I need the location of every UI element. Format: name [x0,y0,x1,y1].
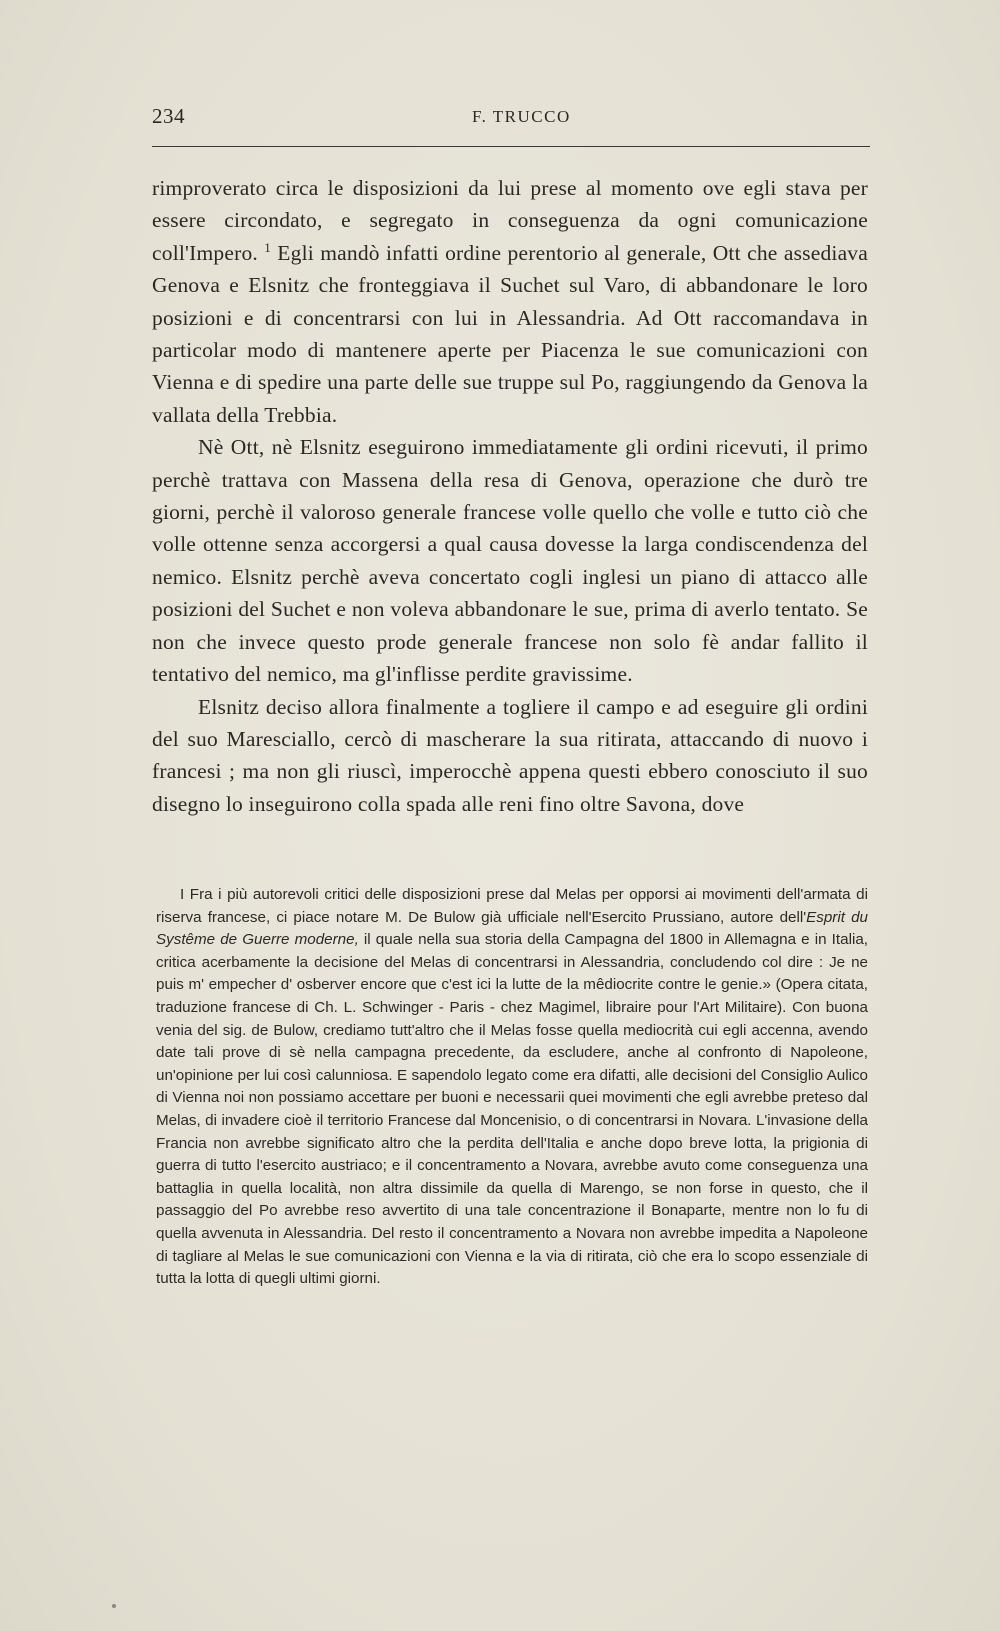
page-header [152,104,868,134]
paper-speck [112,1604,116,1608]
footnote-reference: 1 [264,239,271,255]
paragraph-1-text-b: Egli mandò infatti ordine perentorio al generale, Ott che assediava Genova e Elsnitz che fronteggiava il Suchet sul Varo, di abbandonare le loro posizioni e di concentrarsi con lui in Alessandria. Ad Ott raccomandava in particolar modo di mantenere aperte per Piacenza le sue comunicazioni con Vienna e di spedire una parte delle sue truppe sul Po, raggiungendo da Genova la vallata della Trebbia. [152,240,869,427]
header-rule [152,146,870,147]
paragraph-1-text-a: rimproverato circa le disposizioni da lui prese al momento ove egli stava per essere circondato, e segregato in conseguenza da ogni comunicazione coll'Impero. [152,176,868,265]
footnote [156,884,868,1291]
page-number: 234 [152,104,185,128]
footnote-cited-title: Esprit du Systême de Guerre moderne, [156,908,868,949]
paragraph-3: Elsnitz deciso allora finalmente a togliere il campo e ad eseguire gli ordini del suo Maresciallo, cercò di mascherare la sua ritirata, attaccando di nuovo i francesi ; ma non gli riuscì, imperocchè appena questi ebbero conosciuto il suo disegno lo inseguirono colla spada alle reni fino oltre Savona, dove [152,694,868,816]
footnote-text-b: il quale nella sua storia della Campagna del 1800 in Allemagna e in Italia, critica acerbamente la decisione del Melas di concentrarsi in Alessandria, concludendo col dire : Je ne puis m' empecher d' osberver encore que c'est ici la lutte de la mêdiocrite contre le genie.» (Opera citata, traduzione francese di Ch. L. Schwinger - Paris - chez Magimel, libraire pour l'Art Militaire). Con buona venia del sig. de Bulow, crediamo tutt'altro che il Melas fosse quella mediocrità cui egli accenna, avendo date tali prove di sè nella campagna precedente, da escludere, anche al confronto di Napoleone, un'opinione per lui così calunniosa. E sapendolo legato come era difatti, alle decisioni del Consiglio Aulico di Vienna noi non possiamo accettare per buoni e necessarii quei movimenti che egli avrebbe preteso dal Melas, di invadere cioè il territorio Francese dal Moncenisio, o di concentrarsi in Novara. L'invasione della Francia non avrebbe significato altro che la perdita dell'Italia e anche dopo breve lotta, la prigionia di guerra di tutto l'esercito austriaco; e il concentramento a Novara, avrebbe avuto come conseguenza una battaglia in quella località, non altra dissimile da quella di Marengo, se non forse in questo, che il passaggio del Po avrebbe reso avvertito di una tale concentrazione il Bonaparte, mentre non lo fu di quella avvenuta in Alessandria. Del resto il concentramento a Novara non avrebbe impedita a Napoleone di tagliare al Melas le sue comunicazioni con Vienna e la via di ritirata, ciò che era lo scopo essenziale di tutta la lotta di quegli ultimi giorni. [156,931,868,1288]
main-text [152,172,868,820]
paragraph-1 [152,172,868,431]
running-head: F. TRUCCO [472,107,571,126]
footnote-text-a: I Fra i più autorevoli critici delle disposizioni prese dal Melas per opporsi ai movimenti dell'armata di riserva francese, ci piace notare M. De Bulow già ufficiale nell'Esercito Prussiano, autore dell' [156,886,868,926]
paragraph-2: Nè Ott, nè Elsnitz eseguirono immediatamente gli ordini ricevuti, il primo perchè trattava con Massena della resa di Genova, operazione che durò tre giorni, perchè il valoroso generale francese volle quello che volle e tutto ciò che volle ottenne senza accorgersi a qual causa dovesse la larga condiscendenza del nemico. Elsnitz perchè aveva concertato cogli inglesi un piano di attacco alle posizioni del Suchet e non voleva abbandonare le sue, prima di averlo tentato. Se non che invece questo prode generale francese non solo fè andar fallito il tentativo del nemico, ma gl'inflisse perdite gravissime. [152,435,868,687]
